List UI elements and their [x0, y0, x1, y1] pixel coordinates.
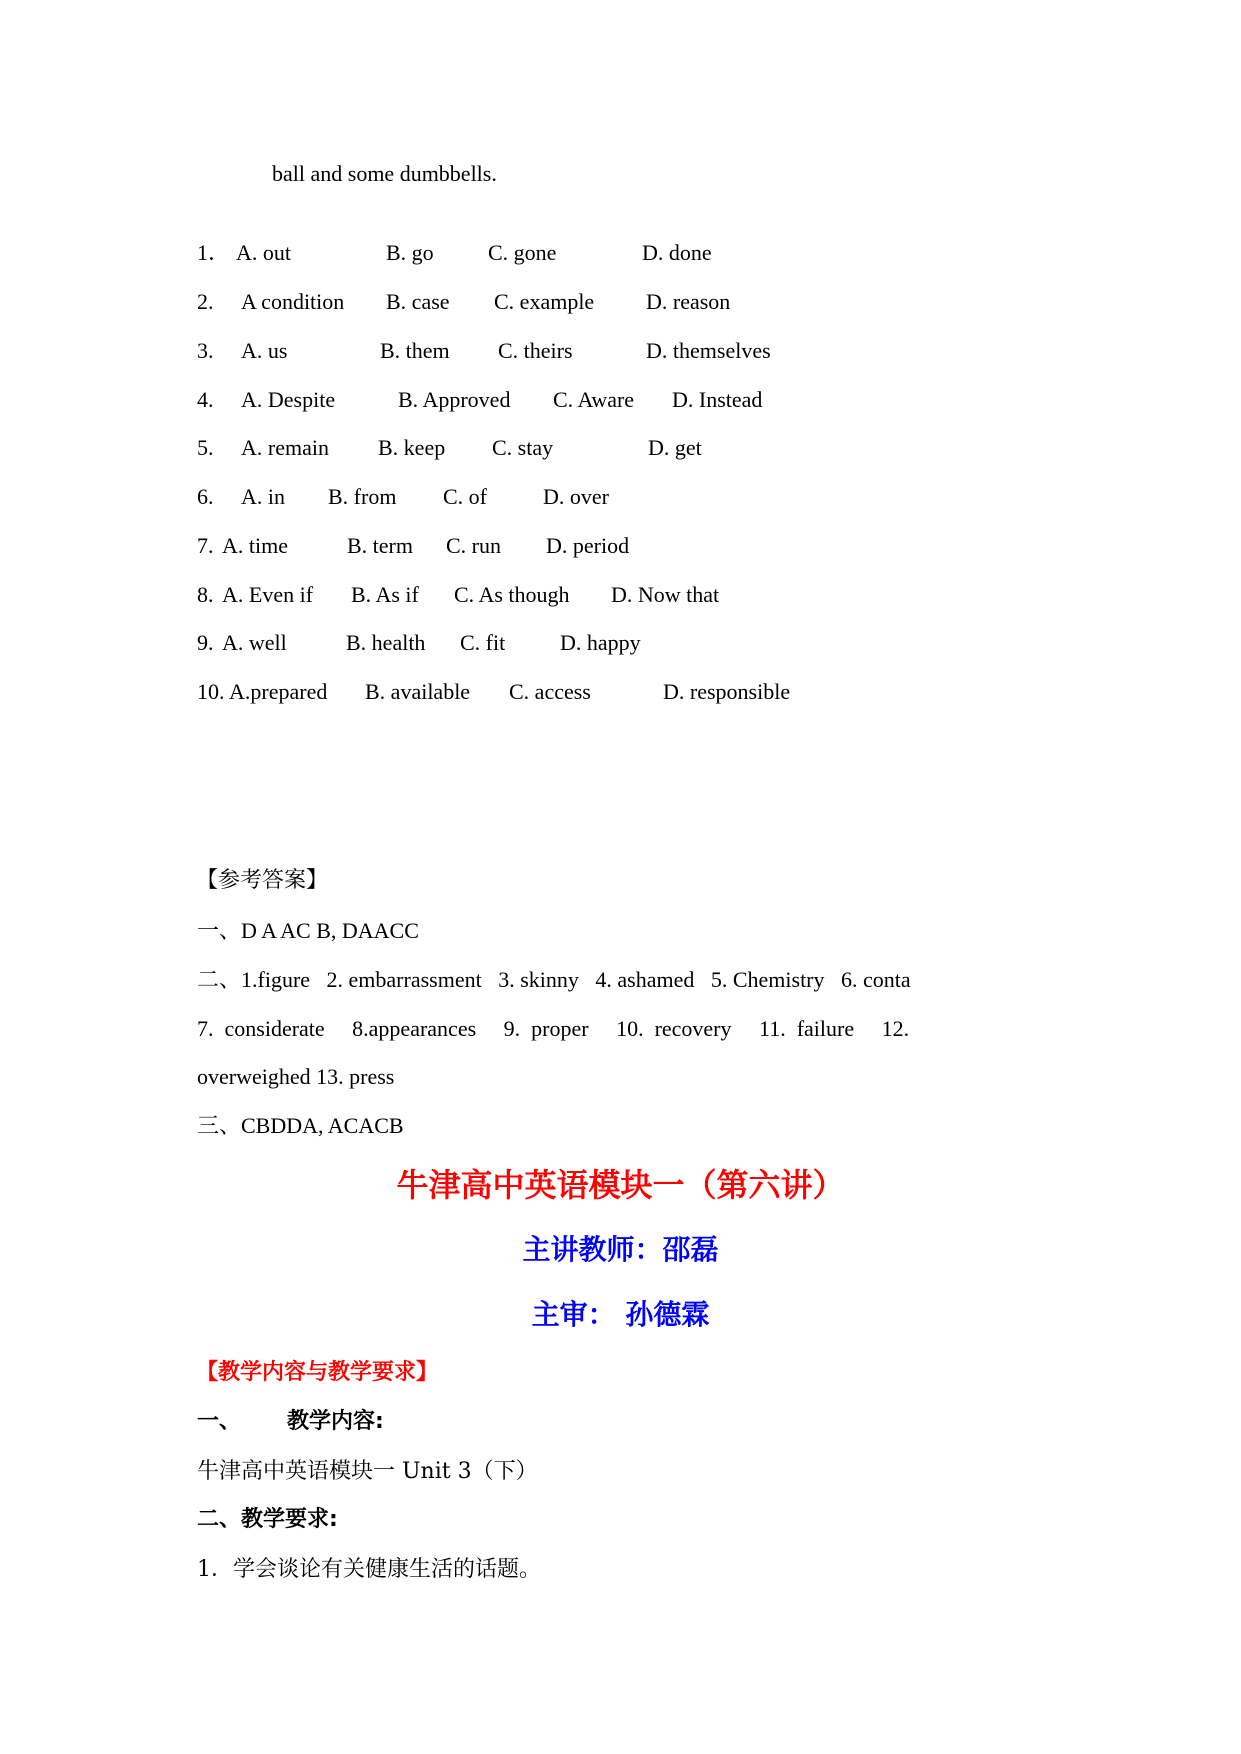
option-b: B. health [346, 630, 426, 655]
option-d: D. Now that [611, 582, 720, 607]
option-b: B. As if [351, 582, 419, 607]
lecture-title: 牛津高中英语模块一（第六讲） [396, 1166, 845, 1204]
option-a: A. remain [241, 435, 329, 460]
option-c: C. of [443, 484, 487, 509]
option-b: B. from [328, 484, 397, 509]
option-c: C. run [446, 533, 501, 558]
option-b: B. term [347, 533, 413, 558]
answer-part-2-line-1: 二、1.figure 2. embarrassment 3. skinny 4. ashamed 5. Chemistry 6. conta [197, 967, 911, 992]
option-a: A. us [241, 338, 288, 363]
option-a: A. time [222, 533, 288, 558]
question-number: 6. [197, 484, 214, 509]
option-c: C. Aware [553, 387, 635, 412]
option-c: C. theirs [498, 338, 573, 363]
question-number: 4. [197, 387, 214, 412]
option-a: A. Despite [241, 387, 336, 412]
content-text: 牛津高中英语模块一 Unit 3（下） [197, 1459, 538, 1484]
option-c: C. example [494, 289, 595, 314]
option-c: C. gone [488, 240, 557, 265]
question-number: 1． [197, 240, 231, 265]
option-a: A condition [241, 289, 345, 314]
answer-part-2-line-3: overweighed 13. press [197, 1064, 395, 1089]
option-d: D. period [546, 533, 630, 558]
option-c: C. stay [492, 435, 554, 460]
option-c: C. fit [460, 630, 506, 655]
question-number: 10. [197, 679, 225, 704]
option-d: D. Instead [672, 387, 763, 412]
requirements-heading: 二、教学要求: [197, 1507, 338, 1532]
option-a: A. in [241, 484, 285, 509]
option-d: D. over [543, 484, 609, 509]
answer-part-2-line-2: 7. considerate 8.appearances 9. proper 10. recovery 11. failure 12. [197, 1016, 910, 1041]
option-b: B. available [365, 679, 471, 704]
question-number: 9. [197, 630, 214, 655]
lecture-reviewer: 主审： 孙德霖 [531, 1298, 710, 1331]
option-a: A. Even if [222, 582, 314, 607]
option-d: D. responsible [663, 679, 791, 704]
option-a: A. well [222, 630, 287, 655]
intro-tail: ball and some dumbbells. [272, 161, 497, 186]
requirement-1: 1．学会谈论有关健康生活的话题。 [197, 1557, 541, 1582]
question-number: 5. [197, 435, 214, 460]
option-d: D. happy [560, 630, 641, 655]
answer-part-1: 一、D A AC B, DAACC [197, 918, 419, 943]
option-d: D. get [648, 435, 702, 460]
option-a: A.prepared [229, 679, 328, 704]
option-b: B. keep [378, 435, 446, 460]
option-b: B. case [386, 289, 450, 314]
question-number: 8. [197, 582, 214, 607]
option-d: D. themselves [646, 338, 771, 363]
option-b: B. Approved [398, 387, 511, 412]
content-heading: 一、 教学内容: [197, 1409, 384, 1434]
lecture-teacher: 主讲教师：邵磊 [522, 1233, 719, 1266]
option-d: D. reason [646, 289, 731, 314]
answer-part-3: 三、CBDDA, ACACB [197, 1113, 404, 1138]
option-c: C. access [509, 679, 591, 704]
option-b: B. them [380, 338, 450, 363]
section-heading: 【教学内容与教学要求】 [196, 1360, 439, 1385]
option-c: C. As though [454, 582, 570, 607]
question-number: 3. [197, 338, 214, 363]
answer-heading: 【参考答案】 [196, 868, 329, 893]
question-number: 2. [197, 289, 214, 314]
option-d: D. done [642, 240, 712, 265]
option-a: A. out [236, 240, 291, 265]
question-number: 7. [197, 533, 214, 558]
option-b: B. go [386, 240, 434, 265]
